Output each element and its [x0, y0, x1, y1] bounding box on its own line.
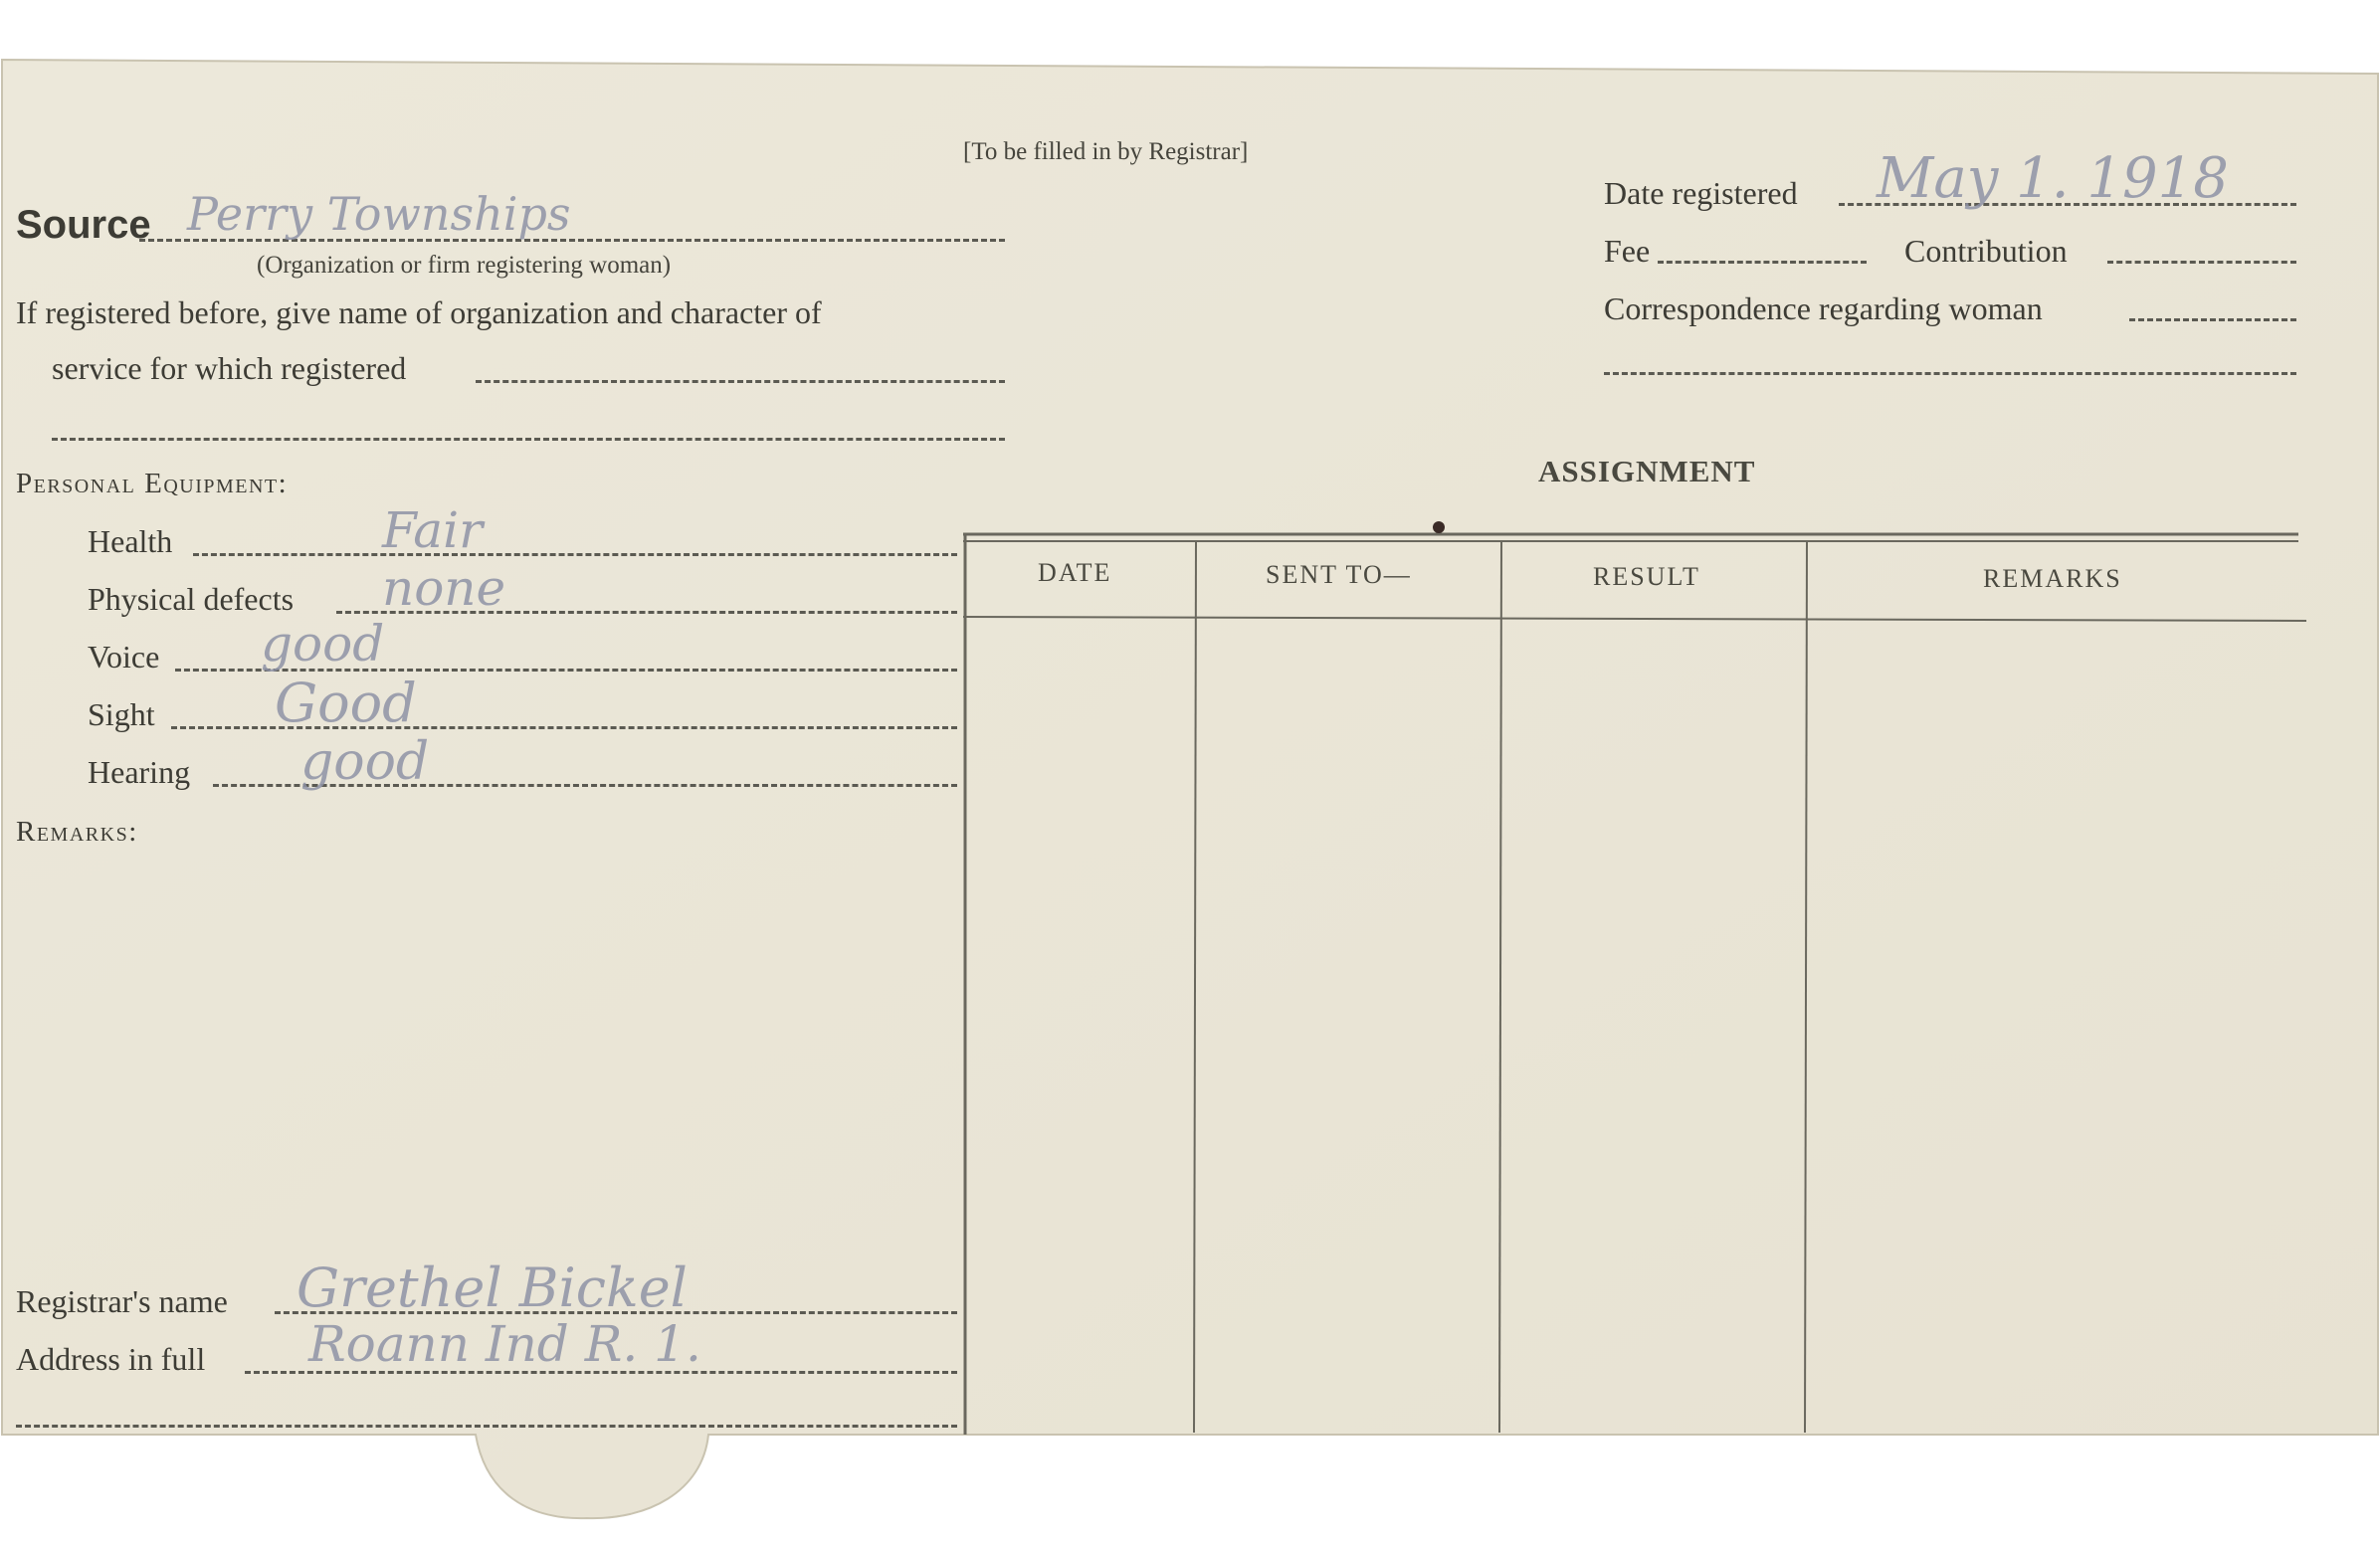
- fee-line: [1658, 261, 1867, 264]
- registered-before-label: If registered before, give name of organization and character of: [16, 294, 822, 330]
- physical-defects-label: Physical defects: [88, 581, 295, 617]
- sight-value: Good: [275, 672, 417, 734]
- hearing-value: good: [300, 732, 430, 792]
- health-value: Fair: [382, 501, 484, 559]
- correspondence-line: [2129, 318, 2296, 321]
- contribution-label: Contribution: [1904, 233, 2068, 269]
- address-line-2: [16, 1425, 957, 1428]
- hearing-label: Hearing: [88, 754, 191, 790]
- correspondence-line-2: [1604, 372, 2296, 375]
- contribution-line: [2107, 261, 2296, 264]
- sight-label: Sight: [88, 696, 155, 732]
- source-value: Perry Townships: [187, 187, 571, 241]
- address-label: Address in full: [16, 1341, 206, 1377]
- registrar-name-value: Grethel Bickel: [297, 1256, 688, 1319]
- registered-before-line: [476, 380, 1005, 383]
- voice-label: Voice: [88, 639, 160, 675]
- registrar-name-label: Registrar's name: [16, 1283, 228, 1319]
- ink-dot: [1433, 521, 1445, 533]
- date-registered-label: Date registered: [1604, 175, 1798, 211]
- health-label: Health: [88, 523, 173, 559]
- registrar-note: [To be filled in by Registrar]: [963, 138, 1249, 165]
- assignment-title: ASSIGNMENT: [1538, 454, 1756, 488]
- fee-label: Fee: [1604, 233, 1651, 269]
- personal-equipment-title: Personal Equipment:: [16, 468, 289, 499]
- column-remarks: REMARKS: [1983, 564, 2122, 593]
- registered-before-label-2: service for which registered: [52, 350, 407, 386]
- column-result: RESULT: [1593, 562, 1700, 591]
- health-line: [193, 553, 957, 556]
- date-registered-value: May 1. 1918: [1877, 146, 2229, 211]
- source-label: Source: [16, 203, 151, 247]
- registered-before-line-2: [52, 438, 1005, 441]
- remarks-label: Remarks:: [16, 816, 138, 848]
- column-date: DATE: [1038, 558, 1112, 587]
- source-caption: (Organization or firm registering woman): [257, 252, 672, 279]
- physical-defects-value: none: [382, 559, 506, 617]
- correspondence-label: Correspondence regarding woman: [1604, 290, 2043, 326]
- address-value: Roann Ind R. 1.: [308, 1315, 701, 1373]
- voice-value: good: [261, 615, 385, 673]
- column-sent-to: SENT TO—: [1266, 560, 1412, 589]
